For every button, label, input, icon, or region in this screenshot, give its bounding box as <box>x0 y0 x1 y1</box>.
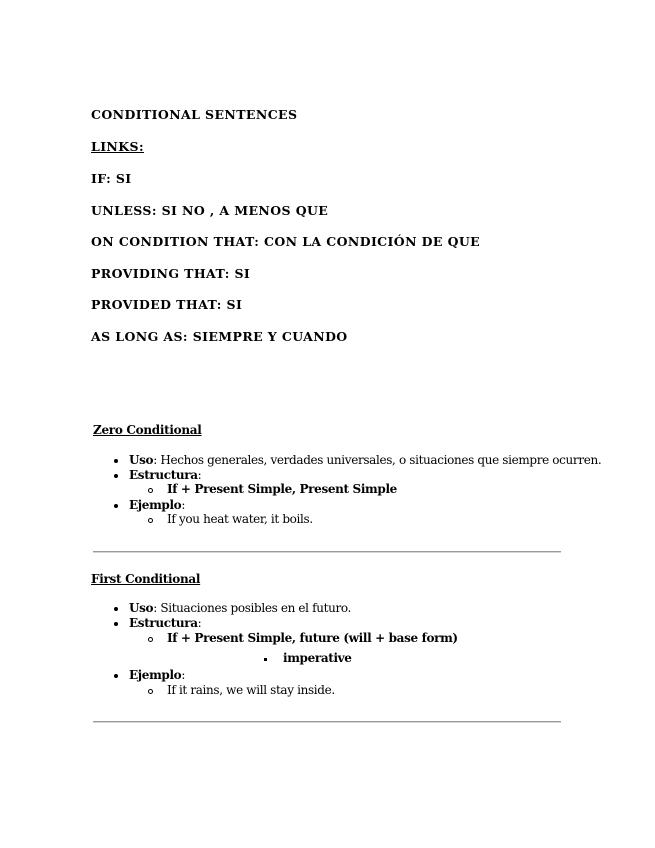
zero-conditional-title: Zero Conditional <box>93 423 202 437</box>
bullet-icon <box>114 607 118 611</box>
estructura-label: Estructura <box>129 616 198 630</box>
links-heading: LINKS: <box>91 139 144 154</box>
first-structure-alt-item <box>283 651 352 666</box>
link-line-if: IF: SI <box>91 171 132 186</box>
square-bullet-icon <box>264 658 267 661</box>
uso-label: Uso <box>129 453 154 467</box>
link-line-unless: UNLESS: SI NO , A MENOS QUE <box>91 203 329 218</box>
ejemplo-label: Ejemplo <box>129 498 182 512</box>
structure-alt: imperative <box>283 651 352 665</box>
zero-example-item: If you heat water, it boils. <box>167 512 313 526</box>
link-line-provided: PROVIDED THAT: SI <box>91 297 243 312</box>
document-title: CONDITIONAL SENTENCES <box>91 107 298 122</box>
sub-bullet-icon <box>148 637 153 642</box>
zero-estructura-item <box>129 468 201 483</box>
zero-ejemplo-item <box>129 498 185 513</box>
first-ejemplo-item <box>129 668 185 683</box>
estructura-label: Estructura <box>129 468 198 482</box>
zero-structure-item <box>167 482 397 497</box>
sub-bullet-icon <box>148 518 153 523</box>
bullet-icon <box>114 622 118 626</box>
ejemplo-label: Ejemplo <box>129 668 182 682</box>
uso-text: : Situaciones posibles en el futuro. <box>153 601 351 615</box>
first-uso-item <box>129 601 351 616</box>
structure-formula: If + Present Simple, Present Simple <box>167 482 397 496</box>
first-estructura-item <box>129 616 201 631</box>
ejemplo-colon: : <box>181 498 186 512</box>
sub-bullet-icon <box>148 689 153 694</box>
first-example-item: If it rains, we will stay inside. <box>167 683 335 697</box>
zero-uso-item <box>129 453 601 468</box>
bullet-icon <box>114 674 118 678</box>
horizontal-rule <box>93 721 561 723</box>
sub-bullet-icon <box>148 488 153 493</box>
link-line-on-condition: ON CONDITION THAT: CON LA CONDICIÓN DE QUE <box>91 234 481 249</box>
bullet-icon <box>114 504 118 508</box>
bullet-icon <box>114 474 118 478</box>
uso-text: : Hechos generales, verdades universales, o situaciones que siempre ocurren. <box>153 453 602 467</box>
estructura-colon: : <box>197 468 202 482</box>
first-structure-item <box>167 631 458 646</box>
estructura-colon: : <box>197 616 202 630</box>
structure-formula: If + Present Simple, future (will + base form) <box>167 631 458 645</box>
first-conditional-title: First Conditional <box>91 572 201 586</box>
link-line-as-long-as: AS LONG AS: SIEMPRE Y CUANDO <box>91 329 348 344</box>
uso-label: Uso <box>129 601 154 615</box>
link-line-providing: PROVIDING THAT: SI <box>91 266 251 281</box>
bullet-icon <box>114 459 118 463</box>
ejemplo-colon: : <box>181 668 186 682</box>
horizontal-rule <box>93 551 561 553</box>
